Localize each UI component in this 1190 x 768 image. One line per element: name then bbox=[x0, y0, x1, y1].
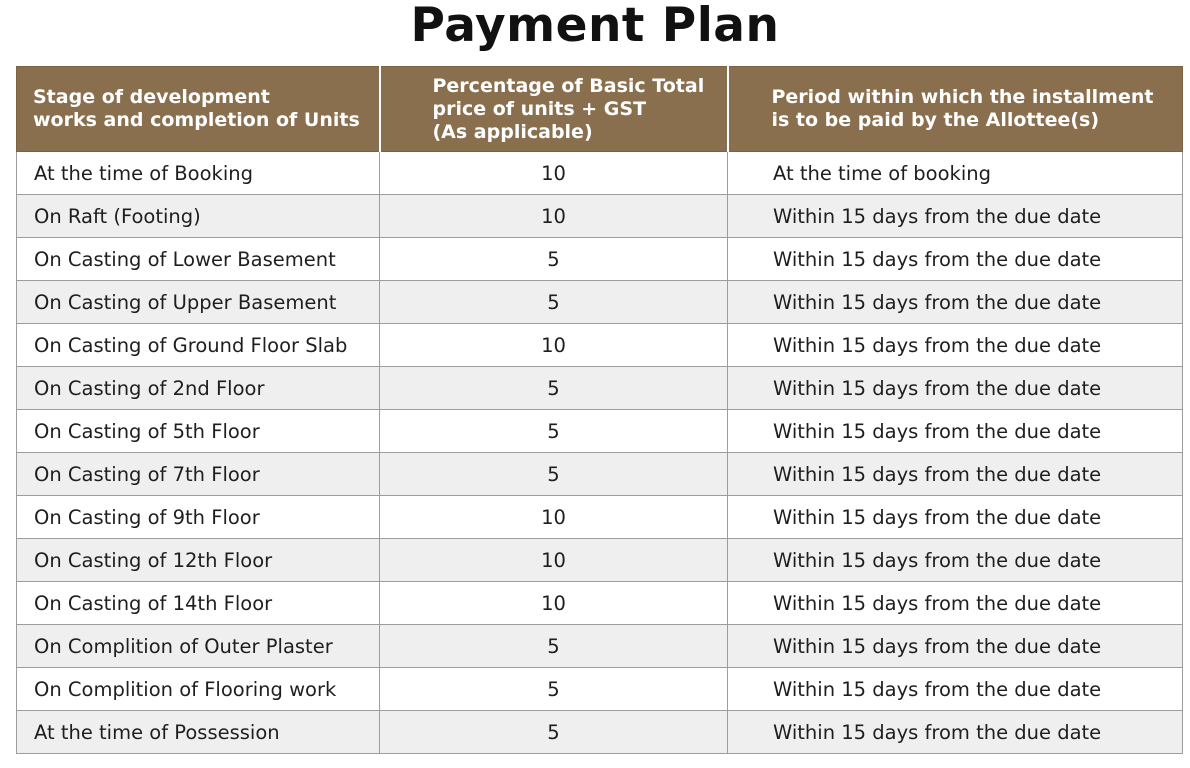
period-cell: Within 15 days from the due date bbox=[728, 238, 1183, 281]
period-cell: Within 15 days from the due date bbox=[728, 668, 1183, 711]
percentage-cell: 5 bbox=[380, 453, 728, 496]
period-cell: Within 15 days from the due date bbox=[728, 281, 1183, 324]
header-percentage-line: Percentage of Basic Total bbox=[432, 74, 705, 97]
header-period-line: is to be paid by the Allottee(s) bbox=[771, 109, 1100, 131]
table-row bbox=[17, 152, 1183, 195]
payment-plan-table bbox=[16, 66, 1183, 754]
period-cell: Within 15 days from the due date bbox=[728, 539, 1183, 582]
stage-cell: On Casting of 9th Floor bbox=[17, 496, 380, 539]
stage-cell: On Complition of Flooring work bbox=[17, 668, 380, 711]
header-percentage-line: (As applicable) bbox=[432, 120, 593, 143]
header-stage bbox=[17, 67, 380, 152]
table-row bbox=[17, 367, 1183, 410]
table-row bbox=[17, 539, 1183, 582]
percentage-cell: 5 bbox=[380, 668, 728, 711]
header-period-line: Period within which the installment bbox=[771, 86, 1154, 108]
percentage-cell: 5 bbox=[380, 410, 728, 453]
stage-cell: At the time of Booking bbox=[17, 152, 380, 195]
table-row bbox=[17, 281, 1183, 324]
table-row bbox=[17, 410, 1183, 453]
stage-cell: On Casting of Lower Basement bbox=[17, 238, 380, 281]
period-cell: Within 15 days from the due date bbox=[728, 625, 1183, 668]
stage-cell: On Casting of 14th Floor bbox=[17, 582, 380, 625]
header-stage-line: works and completion of Units bbox=[33, 109, 360, 131]
table-row bbox=[17, 496, 1183, 539]
percentage-cell: 10 bbox=[380, 582, 728, 625]
table-row bbox=[17, 582, 1183, 625]
percentage-cell: 10 bbox=[380, 195, 728, 238]
table-header-row bbox=[17, 67, 1183, 152]
stage-cell: On Casting of 12th Floor bbox=[17, 539, 380, 582]
page-title: Payment Plan bbox=[410, 0, 780, 53]
table-row bbox=[17, 324, 1183, 367]
header-percentage bbox=[380, 67, 728, 152]
period-cell: Within 15 days from the due date bbox=[728, 711, 1183, 754]
period-cell: Within 15 days from the due date bbox=[728, 324, 1183, 367]
percentage-cell: 10 bbox=[380, 152, 728, 195]
period-cell: Within 15 days from the due date bbox=[728, 367, 1183, 410]
percentage-cell: 5 bbox=[380, 711, 728, 754]
period-cell: At the time of booking bbox=[728, 152, 1183, 195]
stage-cell: On Casting of 5th Floor bbox=[17, 410, 380, 453]
period-cell: Within 15 days from the due date bbox=[728, 582, 1183, 625]
period-cell: Within 15 days from the due date bbox=[728, 195, 1183, 238]
stage-cell: On Raft (Footing) bbox=[17, 195, 380, 238]
table-row bbox=[17, 238, 1183, 281]
header-percentage-line: price of units + GST bbox=[432, 97, 647, 120]
percentage-cell: 10 bbox=[380, 324, 728, 367]
percentage-cell: 5 bbox=[380, 625, 728, 668]
header-stage-line: Stage of development bbox=[33, 86, 270, 108]
period-cell: Within 15 days from the due date bbox=[728, 410, 1183, 453]
table-row bbox=[17, 668, 1183, 711]
stage-cell: On Casting of 7th Floor bbox=[17, 453, 380, 496]
table-row bbox=[17, 711, 1183, 754]
stage-cell: On Casting of 2nd Floor bbox=[17, 367, 380, 410]
stage-cell: On Casting of Ground Floor Slab bbox=[17, 324, 380, 367]
percentage-cell: 5 bbox=[380, 367, 728, 410]
stage-cell: On Casting of Upper Basement bbox=[17, 281, 380, 324]
table-row bbox=[17, 453, 1183, 496]
stage-cell: On Complition of Outer Plaster bbox=[17, 625, 380, 668]
stage-cell: At the time of Possession bbox=[17, 711, 380, 754]
percentage-cell: 5 bbox=[380, 238, 728, 281]
percentage-cell: 10 bbox=[380, 496, 728, 539]
period-cell: Within 15 days from the due date bbox=[728, 453, 1183, 496]
period-cell: Within 15 days from the due date bbox=[728, 496, 1183, 539]
table-row bbox=[17, 195, 1183, 238]
percentage-cell: 10 bbox=[380, 539, 728, 582]
percentage-cell: 5 bbox=[380, 281, 728, 324]
header-period bbox=[728, 67, 1183, 152]
table-row bbox=[17, 625, 1183, 668]
